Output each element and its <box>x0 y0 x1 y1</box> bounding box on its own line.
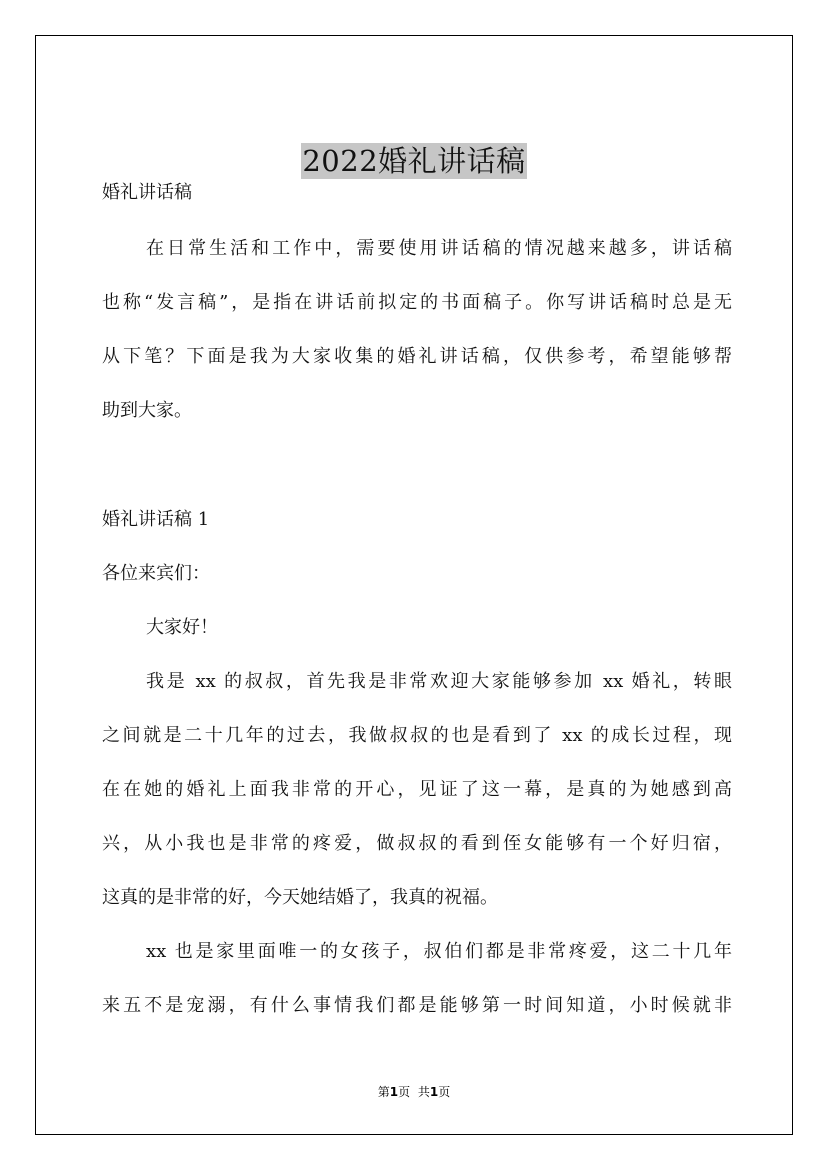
section-title: 婚礼讲话稿 1 <box>102 509 210 530</box>
document-page <box>35 35 793 1135</box>
paragraph-line: 兴，从小我也是非常的疼爱，做叔叔的看到侄女能够有一个好归宿， <box>102 833 732 854</box>
intro-line: 也称“发言稿”，是指在讲话前拟定的书面稿子。你写讲话稿时总是无 <box>102 292 732 313</box>
footer-page-number: 1 <box>389 1085 399 1099</box>
intro-line: 在日常生活和工作中，需要使用讲话稿的情况越来越多，讲话稿 <box>146 238 732 259</box>
document-heading: 婚礼讲话稿 <box>102 182 192 203</box>
greeting: 大家好！ <box>146 617 218 638</box>
footer-total-pages: 1 <box>429 1085 439 1099</box>
paragraph-line: 我是 xx 的叔叔，首先我是非常欢迎大家能够参加 xx 婚礼，转眼 <box>146 671 732 692</box>
footer-total-prefix: 共 <box>417 1085 430 1099</box>
intro-line: 助到大家。 <box>102 400 192 421</box>
footer-page-suffix: 页 <box>398 1085 411 1099</box>
paragraph-line: xx 也是家里面唯一的女孩子，叔伯们都是非常疼爱，这二十几年 <box>146 941 732 962</box>
paragraph-line: 来五不是宠溺，有什么事情我们都是能够第一时间知道，小时候就非 <box>102 995 732 1016</box>
page-footer <box>36 1084 792 1100</box>
paragraph-line: 在在她的婚礼上面我非常的开心，见证了这一幕，是真的为她感到高 <box>102 779 732 800</box>
intro-line: 从下笔？下面是我为大家收集的婚礼讲话稿，仅供参考，希望能够帮 <box>102 346 732 367</box>
footer-page-prefix: 第 <box>377 1085 390 1099</box>
footer-total-suffix: 页 <box>438 1085 451 1099</box>
document-title <box>36 143 792 179</box>
paragraph-line: 之间就是二十几年的过去，我做叔叔的也是看到了 xx 的成长过程，现 <box>102 725 732 746</box>
paragraph-line: 这真的是非常的好，今天她结婚了，我真的祝福。 <box>102 887 498 908</box>
salutation: 各位来宾们： <box>102 563 210 584</box>
document-title-text: 2022婚礼讲话稿 <box>302 144 526 178</box>
